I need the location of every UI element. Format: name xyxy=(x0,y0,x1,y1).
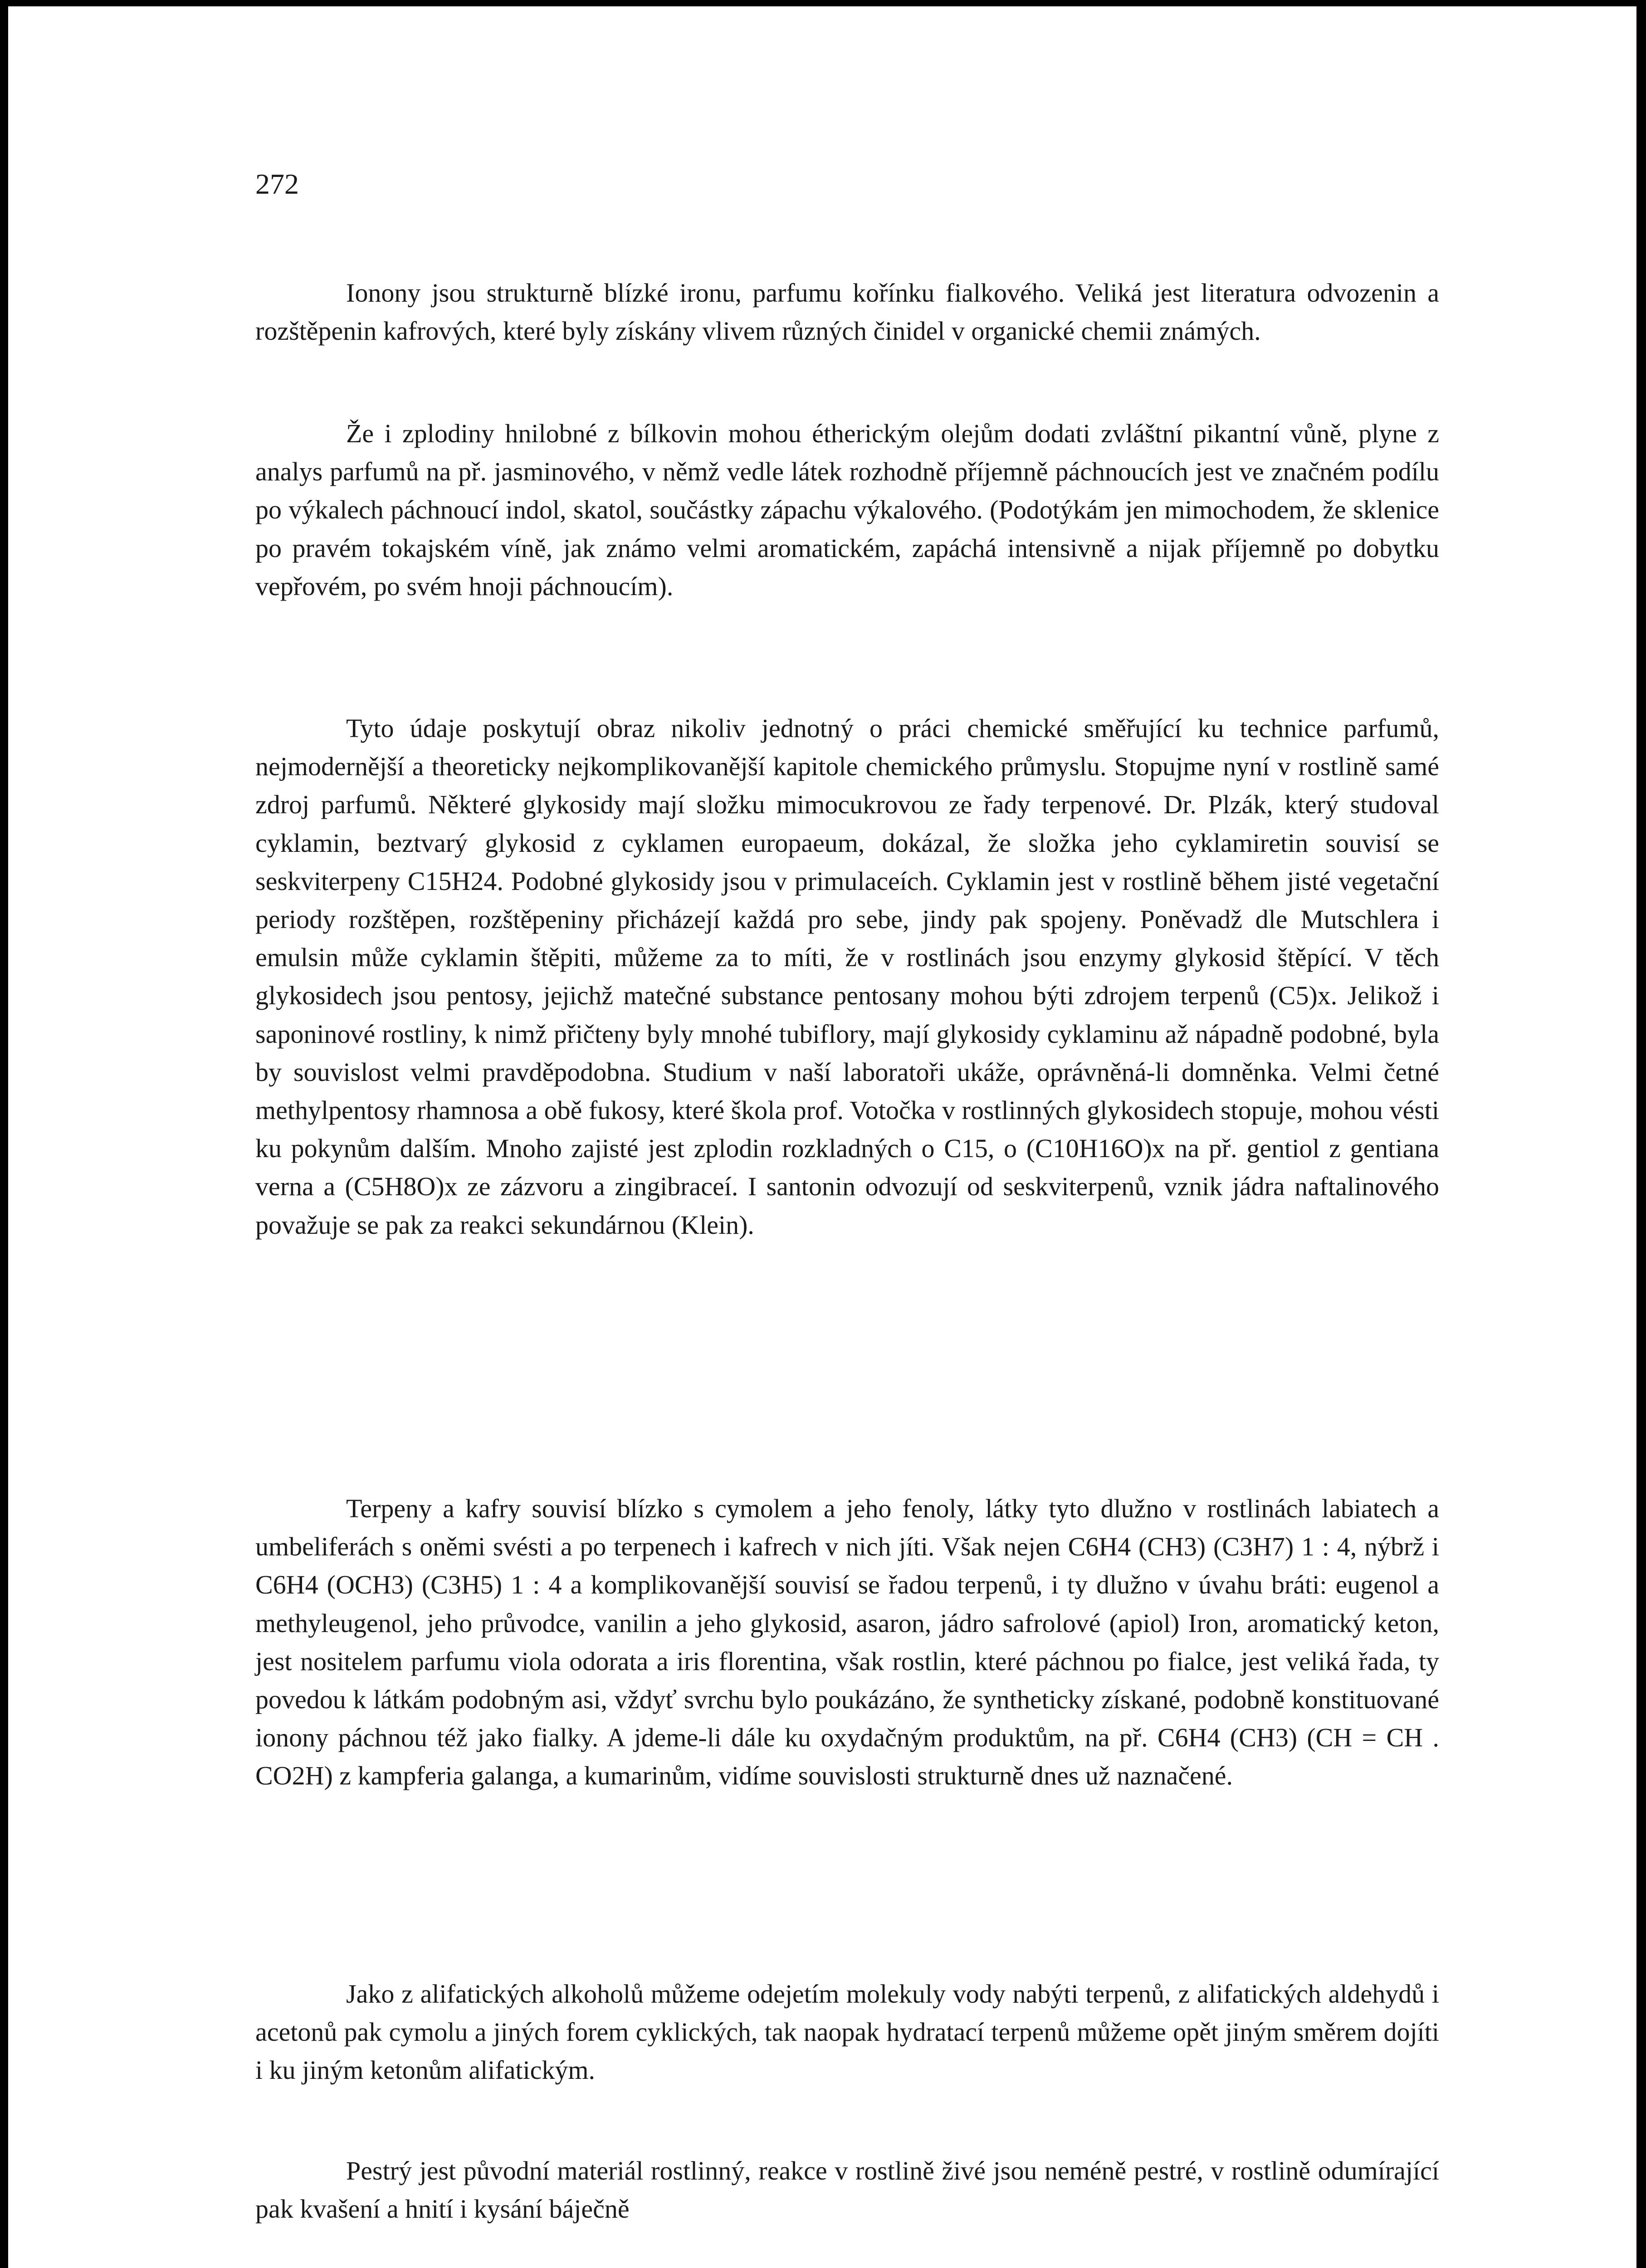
paragraph: Terpeny a kafry souvisí blízko s cymolem a jeho fenoly, látky tyto dlužno v rostlinách labiatech a umbeliferách s oněmi svésti a po terpenech i kafrech v nich jíti. Však nejen C6H4 (CH3) (C3H7) 1 : 4, nýbrž i C6H4 (OCH3) (C3H5) 1 : 4 a komplikovanější souvisí se řadou terpenů, i ty dlužno v úvahu bráti: eugenol a methyleugenol, jeho průvodce, vanilin a jeho glykosid, asaron, jádro safrolové (apiol) Iron, aromatický keton, jest nositelem parfumu viola odorata a iris florentina, však rostlin, které páchnou po fialce, jest veliká řada, ty povedou k látkám podobným asi, vždyť svrchu bylo poukázáno, že syntheticky získané, podobně konstituované ionony páchnou též jako fialky. A jdeme-li dále ku oxydačným produktům, na př. C6H4 (CH3) (CH = CH . CO2H) z kampferia galanga, a kumarinům, vidíme souvislosti strukturně dnes už naznačené. xyxy=(255,1494,1439,1791)
page-number: 272 xyxy=(255,168,299,200)
paragraph: Ionony jsou strukturně blízké ironu, parfumu kořínku fialkového. Veliká jest literatura odvozenin a rozštěpenin kafrových, které byly získány vlivem různých činidel v organické chemii známých. xyxy=(255,278,1439,346)
scanned-page xyxy=(8,6,1636,2268)
paragraph: Že i zplodiny hnilobné z bílkovin mohou étherickým olejům dodati zvláštní pikantní vůně, plyne z analys parfumů na př. jasminového, v němž vedle látek rozhodně příjemně páchnoucích jest ve značném podílu po výkalech páchnoucí indol, skatol, součástky zápachu výkalového. (Podotýkám jen mimochodem, že sklenice po pravém tokajském víně, jak známo velmi aromatickém, zapáchá intensivně a nijak příjemně po dobytku vepřovém, po svém hnoji páchnoucím). xyxy=(255,419,1439,601)
paragraph: Jako z alifatických alkoholů můžeme odejetím molekuly vody nabýti terpenů, z alifatických aldehydů i acetonů pak cymolu a jiných forem cyklických, tak naopak hydratací terpenů můžeme opět jiným směrem dojíti i ku jiným ketonům alifatickým. xyxy=(255,1979,1439,2085)
paragraph: Tyto údaje poskytují obraz nikoliv jednotný o práci chemické směřující ku technice parfumů, nejmodernější a theoreticky nejkomplikovanější kapitole chemického průmyslu. Stopujme nyní v rostlině samé zdroj parfumů. Některé glykosidy mají složku mimocukrovou ze řady terpenové. Dr. Plzák, který studoval cyklamin, beztvarý glykosid z cyklamen europaeum, dokázal, že složka jeho cyklamiretin souvisí se seskviterpeny C15H24. Podobné glykosidy jsou v primulaceích. Cyklamin jest v rostlině během jisté vegetační periody rozštěpen, rozštěpeniny přicházejí každá pro sebe, jindy pak spojeny. Poněvadž dle Mutschlera i emulsin může cyklamin štěpiti, můžeme za to míti, že v rostlinách jsou enzymy glykosid štěpící. V těch glykosidech jsou pentosy, jejichž matečné substance pentosany mohou býti zdrojem terpenů (C5)x. Jelikož i saponinové rostliny, k nimž přičteny byly mnohé tubiflory, mají glykosidy cyklaminu až nápadně podobné, byla by souvislost velmi pravděpodobna. Studium v naší laboratoři ukáže, oprávněná-li domněnka. Velmi četné methylpentosy rhamnosa a obě fukosy, které škola prof. Votočka v rostlinných glykosidech stopuje, mohou vésti ku pokynům dalším. Mnoho zajisté jest zplodin rozkladných o C15, o (C10H16O)x na př. gentiol z gentiana verna a (C5H8O)x ze zázvoru a zingibraceí. I santonin odvozují od seskviterpenů, vznik jádra naftalinového považuje se pak za reakci sekundárnou (Klein). xyxy=(255,714,1439,1240)
paragraph: Pestrý jest původní materiál rostlinný, reakce v rostlině živé jsou neméně pestré, v rostlině odumírající pak kvašení a hnití i kysání báječně xyxy=(255,2156,1439,2224)
